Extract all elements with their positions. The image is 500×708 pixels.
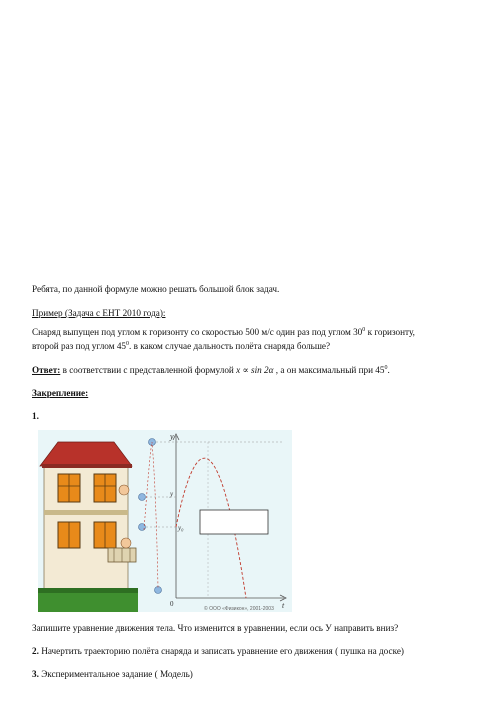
answer-label: Ответ: xyxy=(32,365,61,375)
question-1-text: Запишите уравнение движения тела. Что изменится в уравнении, если ось У направить вниз? xyxy=(32,623,399,633)
label-y: y xyxy=(170,490,174,498)
axis-t-label: t xyxy=(282,601,285,610)
problem-line-1: Снаряд выпущен под углом к горизонту со скоростью 500 м/с один раз под углом $30^0$ к горизонту, xyxy=(32,326,415,337)
reinforcement-heading: Закрепление: xyxy=(32,388,89,398)
copyright-text: © ООО «Физикон», 2001-2003 xyxy=(204,606,274,612)
answer-formula: x ∝ sin 2α xyxy=(236,365,274,375)
task-3-line: 3. Экспериментальное задание ( Модель) xyxy=(32,669,193,679)
axis-y-label: y xyxy=(170,432,174,441)
item-1-number: 1. xyxy=(32,411,39,421)
house-illustration xyxy=(38,442,138,612)
task-2-line: 2. Начертить траекторию полёта снаряда и записать уравнение его движения ( пушка на доске) xyxy=(32,646,404,656)
answer-line: Ответ: в соответствии с представленной формулой x ∝ sin 2α , а он максимальный при $45^0$. xyxy=(32,364,390,375)
problem-line-2: второй раз под углом $45^0$. в каком случае дальность полёта снаряда больше? xyxy=(32,340,331,351)
intro-text: Ребята, по данной формуле можно решать большой блок задач. xyxy=(32,284,280,294)
example-heading: Пример (Задача с ЕНТ 2010 года): xyxy=(32,308,166,318)
task-2-number: 2. xyxy=(32,646,39,656)
task-3-number: 3. xyxy=(32,669,39,679)
answer-box xyxy=(200,510,268,534)
projectile-figure xyxy=(38,430,292,612)
label-y0: y₀ xyxy=(178,524,184,532)
label-zero: 0 xyxy=(170,600,174,608)
